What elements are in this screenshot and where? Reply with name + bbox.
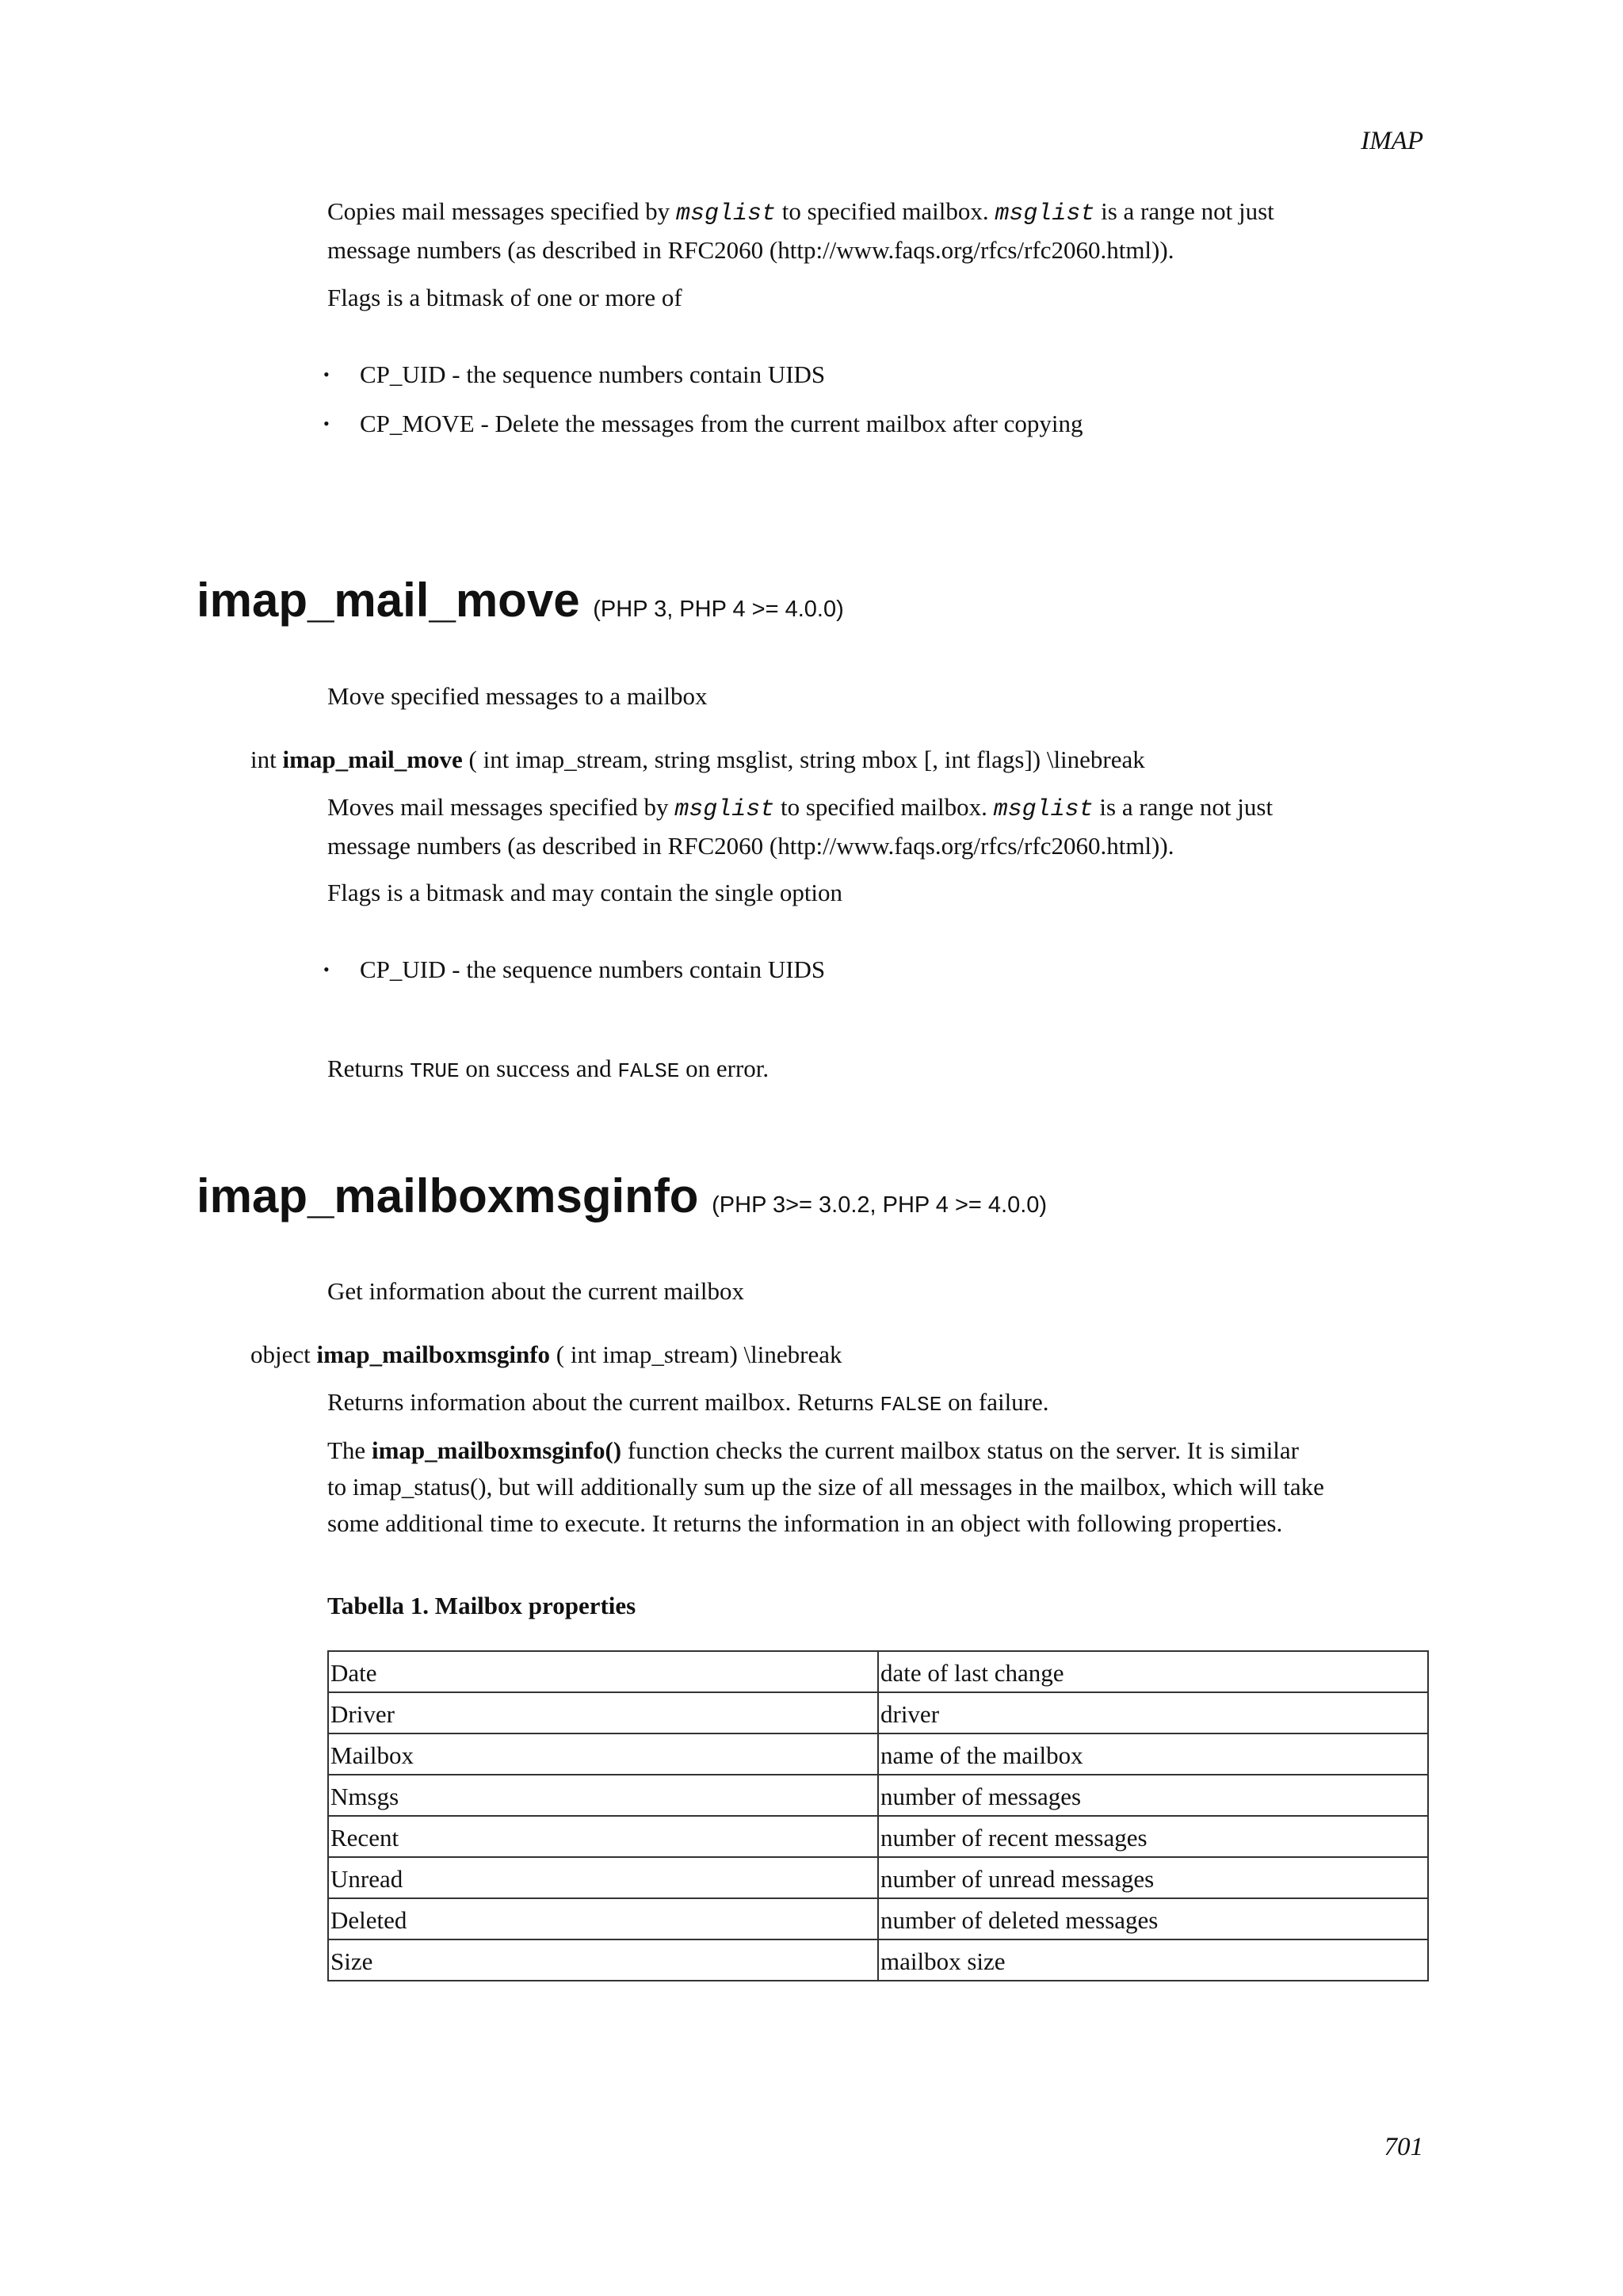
function-description-line1: The imap_mailboxmsginfo() function checks the current mailbox status on the server. It is similar <box>327 1436 1300 1464</box>
table-row <box>328 1816 1428 1857</box>
bullet-icon: • <box>323 959 330 979</box>
function-signature: int imap_mail_move ( int imap_stream, string msglist, string mbox [, int flags]) \linebreak <box>250 746 1145 773</box>
msglist-param: msglist <box>674 796 775 823</box>
copy-description-line1: Copies mail messages specified by msglist to specified mailbox. msglist is a range not just <box>327 197 1274 227</box>
move-flags-intro: Flags is a bitmask and may contain the single option <box>327 879 843 906</box>
table-row <box>328 1857 1428 1898</box>
function-description-line2: to imap_status(), but will additionally sum up the size of all messages in the mailbox, which will take <box>327 1473 1324 1501</box>
property-description-cell: driver <box>878 1692 1428 1733</box>
move-description <box>327 789 1437 864</box>
property-name-cell: Unread <box>328 1857 878 1898</box>
table-row <box>328 1775 1428 1816</box>
table-row <box>328 1692 1428 1733</box>
property-description-cell: name of the mailbox <box>878 1733 1428 1775</box>
property-name-cell: Size <box>328 1939 878 1981</box>
property-name-cell: Nmsgs <box>328 1775 878 1816</box>
version-info: (PHP 3>= 3.0.2, PHP 4 >= 4.0.0) <box>712 1192 1048 1218</box>
version-info: (PHP 3, PHP 4 >= 4.0.0) <box>593 597 844 622</box>
function-title: imap_mailboxmsginfo <box>197 1169 699 1222</box>
table-row <box>328 1939 1428 1981</box>
function-description <box>327 1432 1437 1542</box>
property-description-cell: number of unread messages <box>878 1857 1428 1898</box>
bullet-icon: • <box>323 364 330 384</box>
property-description-cell: mailbox size <box>878 1939 1428 1981</box>
msglist-param: msglist <box>995 200 1095 227</box>
function-heading <box>197 1168 1047 1234</box>
property-description-cell: number of recent messages <box>878 1816 1428 1857</box>
property-name-cell: Mailbox <box>328 1733 878 1775</box>
mailbox-properties-table <box>327 1650 1429 1981</box>
function-title: imap_mail_move <box>197 574 580 627</box>
property-description-cell: number of deleted messages <box>878 1898 1428 1939</box>
msglist-param: msglist <box>993 796 1094 823</box>
function-description-line3: some additional time to execute. It returns the information in an object with following properties. <box>327 1509 1283 1537</box>
running-header: IMAP <box>1361 127 1423 155</box>
function-purpose: Move specified messages to a mailbox <box>327 682 708 710</box>
table-caption: Tabella 1. Mailbox properties <box>327 1592 636 1619</box>
property-name-cell: Date <box>328 1651 878 1692</box>
table-row <box>328 1733 1428 1775</box>
property-name-cell: Driver <box>328 1692 878 1733</box>
page-number: 701 <box>1384 2133 1423 2161</box>
copy-description-line2: message numbers (as described in RFC2060 (http://www.faqs.org/rfcs/rfc2060.html)). <box>327 236 1174 264</box>
return-value: Returns TRUE on success and FALSE on error. <box>327 1055 769 1083</box>
property-description-cell: number of messages <box>878 1775 1428 1816</box>
copy-description <box>327 193 1437 269</box>
table-row <box>328 1898 1428 1939</box>
property-description-cell: date of last change <box>878 1651 1428 1692</box>
move-description-line1: Moves mail messages specified by msglist to specified mailbox. msglist is a range not just <box>327 793 1274 823</box>
returns-description: Returns information about the current mailbox. Returns FALSE on failure. <box>327 1388 1049 1417</box>
function-heading <box>197 572 844 638</box>
table-row <box>328 1651 1428 1692</box>
property-name-cell: Recent <box>328 1816 878 1857</box>
function-signature: object imap_mailboxmsginfo ( int imap_stream) \linebreak <box>250 1341 842 1368</box>
msglist-param: msglist <box>675 200 776 227</box>
function-purpose: Get information about the current mailbox <box>327 1277 744 1305</box>
bullet-icon: • <box>323 414 330 433</box>
property-name-cell: Deleted <box>328 1898 878 1939</box>
move-description-line2: message numbers (as described in RFC2060 (http://www.faqs.org/rfcs/rfc2060.html)). <box>327 832 1174 860</box>
copy-flags-intro: Flags is a bitmask of one or more of <box>327 284 682 311</box>
